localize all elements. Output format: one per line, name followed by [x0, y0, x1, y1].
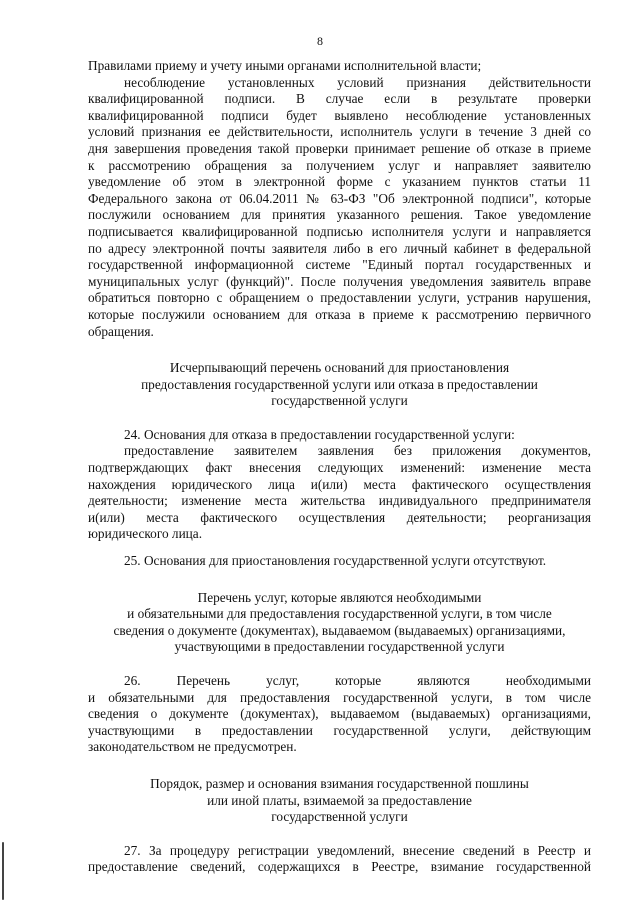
text-line: 26. Перечень услуг, которые являются необходимыми: [124, 673, 591, 688]
text-line: квалифицированной подписи будет выявлено несоблюдение установленных: [88, 107, 591, 123]
document-body: [88, 58, 591, 876]
text-line: деятельности; изменение места жительства индивидуального предпринимателя: [88, 493, 591, 509]
text-line: к рассмотрению обращения за получением услуг и направляет заявителю: [88, 157, 591, 173]
text-line: обратиться повторно с обращением о предоставлении услуги, устранив нарушения,: [88, 290, 591, 306]
text-line: послужили основанием для принятия указанного решения. Такое уведомление: [88, 207, 591, 223]
text-line: предоставление заявителем заявления без приложения документов,: [124, 443, 591, 459]
text-line: по адресу электронной почты заявителя либо в его личный кабинет в федеральной: [88, 240, 591, 256]
text-line: сведения о документе (документах), выдаваемом (выдаваемых) организациями,: [88, 706, 591, 722]
text-line: Правилами приему и учету иными органами исполнительной власти;: [88, 58, 482, 73]
section-heading-state-fee: [88, 776, 591, 826]
section-heading-required-services: [88, 590, 591, 656]
text-line: обращения.: [88, 323, 154, 339]
text-line: 24. Основания для отказа в предоставлении государственной услуги:: [124, 426, 515, 442]
heading-line: предоставления государственной услуги или отказа в предоставлении: [141, 376, 538, 392]
paragraph-25: [88, 553, 591, 570]
heading-line: Перечень услуг, которые являются необходимыми: [197, 589, 482, 605]
text-line: квалифицированной подписи. В случае если в результате проверки: [88, 91, 591, 107]
text-line: которые послужили основанием для отказа в приеме к рассмотрению первичного: [88, 306, 591, 322]
heading-line: Исчерпывающий перечень оснований для приостановления: [169, 360, 510, 376]
text-line: нахождения юридического лица и(или) места фактического осуществления: [88, 476, 591, 492]
paragraph-27: [88, 843, 591, 876]
page-number: 8: [317, 34, 323, 48]
text-line: уведомление об этом в электронной форме с указанием пунктов статьи 11: [88, 174, 591, 190]
binding-mark: [2, 842, 4, 900]
text-line: и(или) места фактического осуществления деятельности; реорганизация: [88, 509, 591, 525]
heading-line: сведения о документе (документах), выдаваемом (выдаваемых) организациями,: [113, 622, 566, 638]
text-line: Федерального закона от 06.04.2011 № 63-ФЗ "Об электронной подписи", которые: [88, 190, 591, 206]
text-line: несоблюдение установленных условий признания действительности: [124, 74, 591, 90]
text-line: подтверждающих факт внесения следующих изменений: изменение места: [88, 460, 591, 476]
text-line: юридического лица.: [88, 526, 203, 542]
heading-line: участвующими в предоставлении государственной услуги: [174, 639, 505, 655]
text-line: 25. Основания для приостановления государственной услуги отсутствуют.: [124, 553, 547, 569]
heading-line: и обязательными для предоставления государственной услуги, в том числе: [127, 606, 552, 622]
paragraph-24: [88, 427, 591, 543]
text-line: муниципальных услуг (функций)". После получения уведомления заявитель вправе: [88, 273, 591, 289]
heading-line: государственной услуги: [271, 809, 408, 825]
text-line: участвующими в предоставлении государственной услуги, действующим: [88, 722, 591, 738]
text-line: 27. За процедуру регистрации уведомлений, внесение сведений в Реестр и: [124, 842, 591, 858]
text-line: дня завершения проведения такой проверки принимает решение об отказе в приеме: [88, 140, 591, 156]
text-line: государственной информационной системе "Единый портал государственных и: [88, 257, 591, 273]
heading-line: или иной платы, взимаемой за предоставление: [207, 792, 472, 808]
text-line: предоставление сведений, содержащихся в Реестре, взимание государственной: [88, 859, 591, 875]
text-line: условий признания ее действительности, исполнитель услуги в течение 3 дней со: [88, 124, 591, 140]
text-line: законодательством не предусмотрен.: [88, 739, 297, 755]
heading-line: Порядок, размер и основания взимания государственной пошлины: [150, 775, 529, 791]
paragraph-26: [88, 673, 591, 756]
text-line: и обязательными для предоставления государственной услуги, в том числе: [88, 689, 591, 705]
text-line: подписывается квалифицированной подписью исполнителя услуги и направляется: [88, 223, 591, 239]
heading-line: государственной услуги: [271, 393, 408, 409]
paragraph-electronic-signature: [88, 58, 591, 340]
section-heading-refusal-grounds: [88, 360, 591, 410]
